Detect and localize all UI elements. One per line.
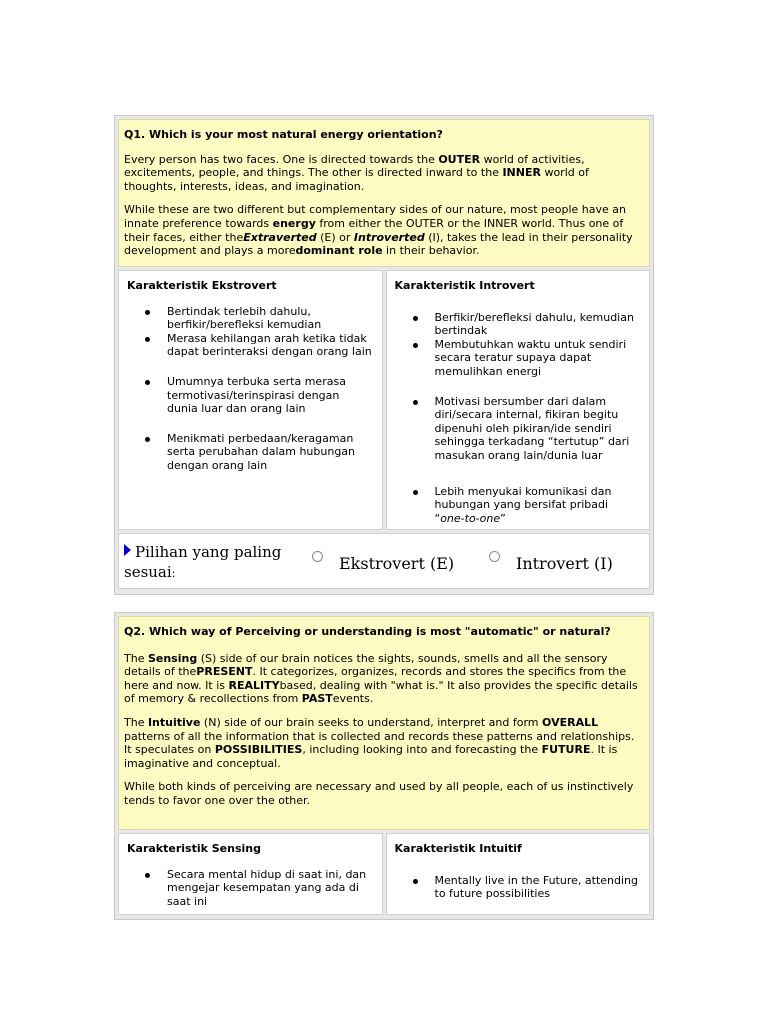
list-item: Membutuhkan waktu untuk sendiri secara teratur supaya dapat memulihkan energi xyxy=(435,338,642,379)
list-item: Umumnya terbuka serta merasa termotivasi/terinspirasi dengan dunia luar dan orang lain xyxy=(167,375,374,416)
extrovert-list xyxy=(127,305,374,473)
question-1-block xyxy=(114,115,654,595)
option-ekstrovert-label[interactable]: Ekstrovert (E) xyxy=(339,554,455,573)
q2-characteristics xyxy=(118,833,650,915)
list-item: Bertindak terlebih dahulu, berfikir/berefleksi kemudian xyxy=(167,305,374,332)
intuitive-list xyxy=(395,874,642,901)
q2-intuitive-column xyxy=(386,833,651,915)
q1-choice-row xyxy=(118,533,650,589)
q2-paragraph-2: The Intuitive (N) side of our brain seeks to understand, interpret and form OVERALL patterns of all the information that is collected and records these patterns and relationships. It speculates on POSSIBILITIES, including looking into and forecasting the FUTURE. It is imaginative and conceptual. xyxy=(124,715,635,770)
question-2-block xyxy=(114,612,654,920)
sensing-list xyxy=(127,868,374,909)
q2-paragraph-3: While both kinds of perceiving are necessary and used by all people, each of us instinctively tends to favor one over the other. xyxy=(124,780,634,807)
introvert-title: Karakteristik Introvert xyxy=(394,279,535,292)
extrovert-title: Karakteristik Ekstrovert xyxy=(127,279,277,292)
q1-introvert-column xyxy=(386,270,651,530)
radio-ekstrovert[interactable] xyxy=(312,551,323,562)
list-item: Menikmati perbedaan/keragaman serta perubahan dalam hubungan dengan orang lain xyxy=(167,432,374,473)
list-item: Merasa kehilangan arah ketika tidak dapat berinteraksi dengan orang lain xyxy=(167,331,372,359)
q1-paragraph-1: Every person has two faces. One is directed towards the OUTER world of activities, excitements, people, and things. The other is directed inward to the INNER world of thoughts, interests, ideas, and imagination. xyxy=(124,152,589,193)
q2-paragraph-1: The Sensing (S) side of our brain notices the sights, sounds, smells and all the sensory details of thePRESENT. It categorizes, organizes, records and stores the specifics from the here and now. It is REALITYbased, dealing with "what is." It also provides the specific details of memory & recollections from PASTevents. xyxy=(124,651,638,706)
q1-paragraph-2: While these are two different but complementary sides of our nature, most people have an innate preference towards energy from either the OUTER or the INNER world. Thus one of their faces, either theExtraverted (E) or Introverted (I), takes the lead in their personality development and plays a moredominant role in their behavior. xyxy=(124,203,633,258)
q1-characteristics xyxy=(118,270,650,530)
option-introvert-label[interactable]: Introvert (I) xyxy=(516,554,613,573)
list-item: Lebih menyukai komunikasi dan hubungan yang bersifat pribadi “one-to-one” xyxy=(435,485,642,526)
list-item: Motivasi bersumber dari dalam diri/secara internal, fikiran begitu dipenuhi oleh pikiran/ide sendiri sehingga terkadang “tertutup” dari masukan orang lain/dunia luar xyxy=(435,395,642,463)
intuitive-title: Karakteristik Intuitif xyxy=(394,842,522,855)
sensing-title: Karakteristik Sensing xyxy=(127,842,261,855)
arrow-right-icon xyxy=(124,544,131,556)
introvert-list xyxy=(395,311,642,526)
q1-intro xyxy=(118,119,650,267)
q2-intro xyxy=(118,616,650,830)
list-item: Berfikir/berefleksi dahulu, kemudian bertindak xyxy=(435,311,642,338)
q1-title: Q1. Which is your most natural energy orientation? xyxy=(124,128,443,141)
q1-extrovert-column xyxy=(118,270,383,530)
choice-label: Pilihan yang paling sesuai: xyxy=(124,543,282,581)
q2-sensing-column xyxy=(118,833,383,915)
list-item: Secara mental hidup di saat ini, dan mengejar kesempatan yang ada di saat ini xyxy=(167,868,374,909)
list-item: Mentally live in the Future, attending to future possibilities xyxy=(435,874,642,901)
radio-introvert[interactable] xyxy=(489,551,500,562)
q2-title: Q2. Which way of Perceiving or understanding is most "automatic" or natural? xyxy=(124,625,611,638)
